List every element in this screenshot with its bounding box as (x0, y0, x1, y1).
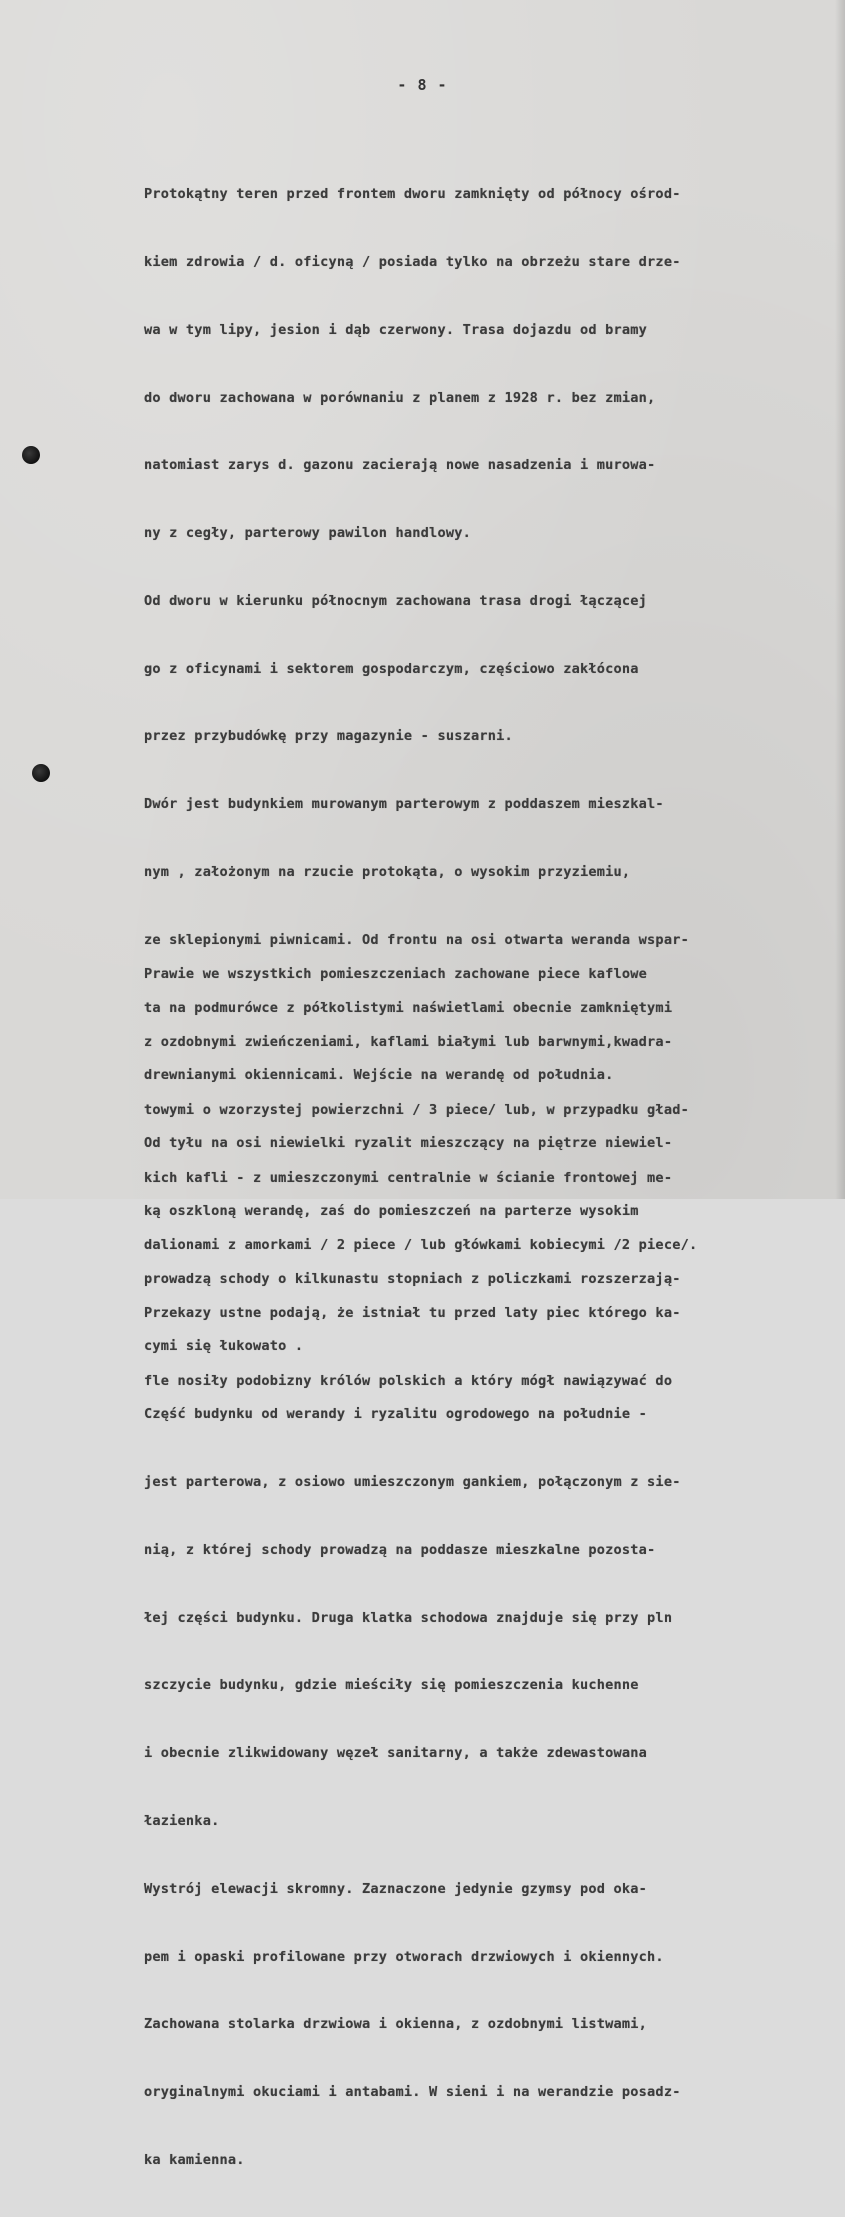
text-line: Od tyłu na osi niewielki ryzalit mieszczący na piętrze niewiel- (144, 1135, 673, 1152)
text-line: cymi się łukowato . (144, 1338, 304, 1355)
text-line: Dwór jest budynkiem murowanym parterowym z poddaszem mieszkal- (144, 796, 664, 813)
text-line: ta na podmurówce z półkolistymi naświetlami obecnie zamkniętymi (144, 999, 673, 1016)
page-number: - 8 - (397, 76, 448, 94)
text-line: i obecnie zlikwidowany węzeł sanitarny, a także zdewastowana (144, 1745, 648, 1762)
page-edge-shadow (835, 0, 845, 1199)
text-line: Zachowana stolarka drzwiowa i okienna, z ozdobnymi listwami, (144, 2016, 648, 2033)
text-line: dalionami z amorkami / 2 piece / lub główkami kobiecymi /2 piece/. (144, 1237, 698, 1254)
text-line: fle nosiły podobizny królów polskich a który mógł nawiązywać do (144, 1372, 673, 1389)
text-line: Prawie we wszystkich pomieszczeniach zachowane piece kaflowe (144, 966, 648, 983)
text-line: przez przybudówkę przy magazynie - suszarni. (144, 728, 513, 745)
text-line: ny z cegły, parterowy pawilon handlowy. (144, 525, 471, 542)
text-line: wa w tym lipy, jesion i dąb czerwony. Trasa dojazdu od bramy (144, 321, 648, 338)
text-line: Wystrój elewacji skromny. Zaznaczone jedynie gzymsy pod oka- (144, 1880, 648, 1897)
text-line: Część budynku od werandy i ryzalitu ogrodowego na południe - (144, 1406, 648, 1423)
text-line: jest parterowa, z osiowo umieszczonym gankiem, połączonym z sie- (144, 1474, 681, 1491)
text-line: Przekazy ustne podają, że istniał tu przed laty piec którego ka- (144, 1305, 681, 1322)
text-line: prowadzą schody o kilkunastu stopniach z policzkami rozszerzają- (144, 1270, 681, 1287)
text-line: łej części budynku. Druga klatka schodowa znajduje się przy pln (144, 1609, 673, 1626)
text-line: ka kamienna. (144, 2151, 245, 2168)
text-line: nią, z której schody prowadzą na poddasze mieszkalne pozosta- (144, 1541, 656, 1558)
text-line: szczycie budynku, gdzie mieściły się pomieszczenia kuchenne (144, 1677, 639, 1694)
text-line: do dworu zachowana w porównaniu z planem z 1928 r. bez zmian, (144, 389, 656, 406)
text-line: kiem zdrowia / d. oficyną / posiada tylko na obrzeżu stare drze- (144, 253, 681, 270)
text-line: nym , założonym na rzucie protokąta, o wysokim przyziemiu, (144, 864, 631, 880)
text-line: oryginalnymi okuciami i antabami. W sieni i na werandzie posadz- (144, 2084, 681, 2101)
text-line: łazienka. (144, 1812, 220, 1829)
punch-hole (32, 764, 50, 782)
text-line: ką oszkloną werandę, zaś do pomieszczeń na parterze wysokim (144, 1202, 639, 1219)
text-line: z ozdobnymi zwieńczeniami, kaflami białymi lub barwnymi,kwadra- (144, 1033, 673, 1050)
text-line: ze sklepionymi piwnicami. Od frontu na osi otwarta weranda wspar- (144, 931, 689, 948)
text-line: kich kafli - z umieszczonymi centralnie w ścianie frontowej me- (144, 1169, 673, 1186)
text-line: drewnianymi okiennicami. Wejście na werandę od południa. (144, 1067, 614, 1084)
punch-hole (22, 446, 40, 464)
text-line: towymi o wzorzystej powierzchni / 3 piece/ lub, w przypadku gład- (144, 1101, 689, 1118)
text-line: Od dworu w kierunku północnym zachowana trasa drogi łączącej (144, 592, 648, 609)
text-line: Protokątny teren przed frontem dworu zamknięty od północy ośrod- (144, 186, 681, 203)
text-line: pem i opaski profilowane przy otworach drzwiowych i okiennych. (144, 1948, 664, 1965)
text-line: natomiast zarys d. gazonu zacierają nowe nasadzenia i murowa- (144, 457, 656, 474)
text-line: go z oficynami i sektorem gospodarczym, częściowo zakłócona (144, 660, 639, 677)
paragraph-2 (144, 918, 824, 1438)
